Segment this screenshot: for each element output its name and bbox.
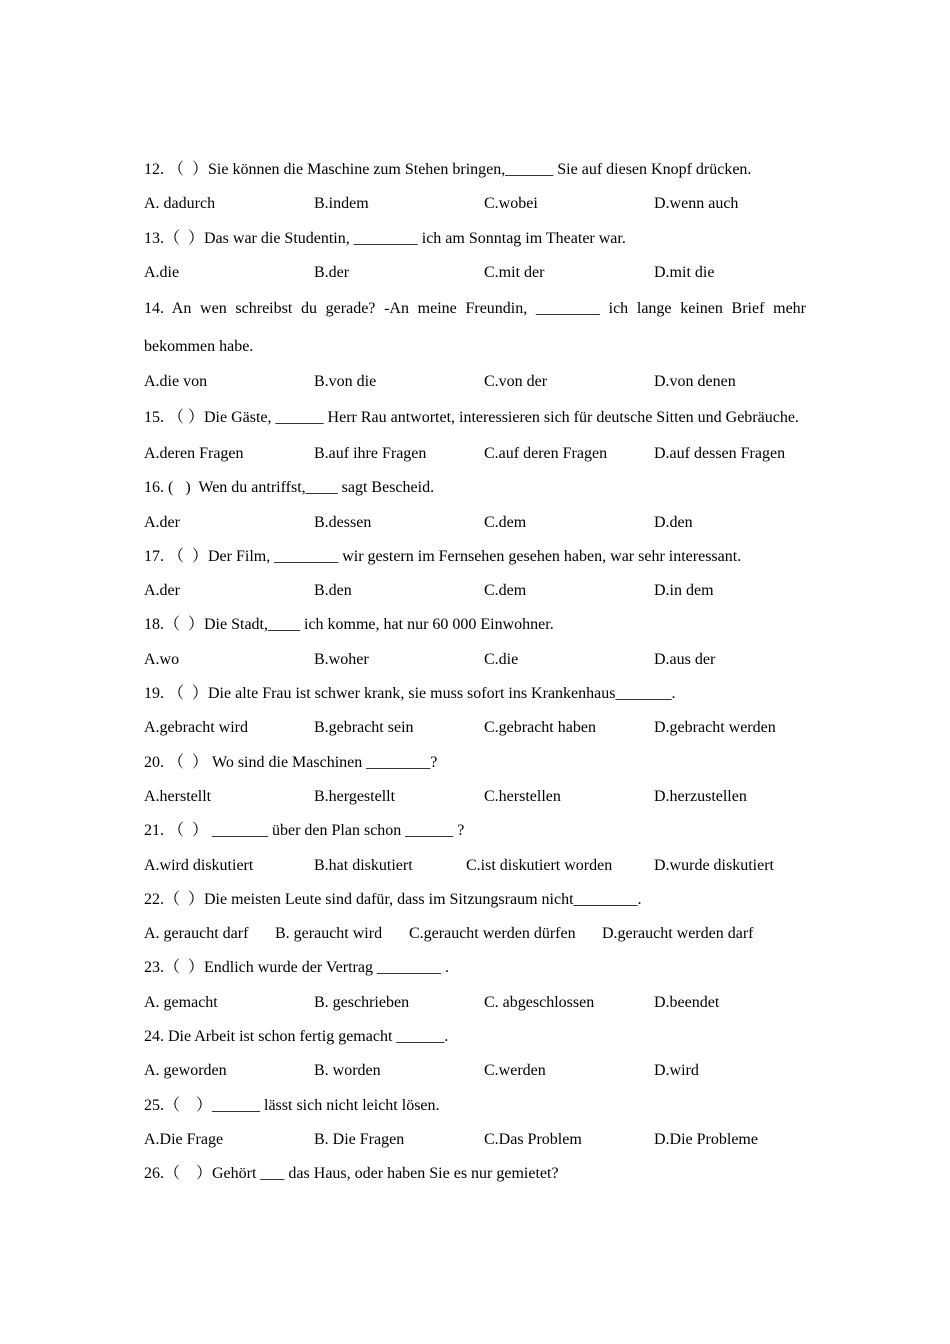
option-d: D.gebracht werden [654, 719, 776, 737]
question-stem: 19. （ ）Die alte Frau ist schwer krank, sie muss sofort ins Krankenhaus_______. [144, 685, 676, 703]
option-a: A. dadurch [144, 195, 216, 213]
option-c: C.von der [484, 373, 548, 391]
question-22 [144, 883, 806, 952]
question-25 [144, 1089, 806, 1158]
option-c: C.wobei [484, 195, 538, 213]
option-a: A.herstellt [144, 787, 212, 805]
answer-options [144, 574, 806, 608]
question-stem: 22.（ ）Die meisten Leute sind dafür, dass im Sitzungsraum nicht________. [144, 890, 642, 908]
option-b: B. geschrieben [314, 993, 410, 1011]
question-stem: 18.（ ）Die Stadt,____ ich komme, hat nur 60 000 Einwohner. [144, 616, 554, 634]
answer-options [144, 187, 806, 221]
question-14 [144, 290, 806, 399]
option-c: C.mit der [484, 263, 545, 281]
answer-options [144, 365, 806, 399]
question-stem: 12. （ ）Sie können die Maschine zum Stehen bringen,______ Sie auf diesen Knopf drücken. [144, 161, 752, 178]
question-15 [144, 399, 806, 471]
option-d: D.aus der [654, 650, 716, 668]
option-a: A.Die Frage [144, 1130, 224, 1148]
option-c: C.gebracht haben [484, 719, 596, 737]
option-b: B.hat diskutiert [314, 856, 413, 874]
option-d: D.in dem [654, 582, 714, 600]
option-b: B. geraucht wird [275, 925, 383, 943]
option-a: A.wo [144, 650, 180, 668]
question-16 [144, 471, 806, 540]
option-a: A. geraucht darf [144, 925, 249, 943]
question-list [144, 153, 806, 1192]
question-stem: 13.（ ）Das war die Studentin, ________ ich am Sonntag im Theater war. [144, 229, 626, 247]
option-d: D.beendet [654, 993, 720, 1011]
answer-options [144, 1054, 806, 1088]
question-stem: 15. （ ）Die Gäste, ______ Herr Rau antwortet, interessieren sich für deutsche Sitten und Gebräuche. [144, 409, 799, 427]
option-c: C.dem [484, 513, 527, 531]
option-a: A.der [144, 513, 180, 531]
option-b: B.indem [314, 195, 369, 213]
option-c: C.herstellen [484, 787, 561, 805]
option-a: A. gemacht [144, 993, 218, 1011]
answer-options [144, 437, 806, 471]
question-26 [144, 1157, 806, 1191]
option-d: D.wurde diskutiert [654, 856, 774, 874]
answer-options [144, 986, 806, 1020]
option-b: B.auf ihre Fragen [314, 444, 427, 462]
answer-options [144, 780, 806, 814]
question-stem: 17. （ ）Der Film, ________ wir gestern im Fernsehen gesehen haben, war sehr interessant. [144, 547, 742, 565]
option-d: D.Die Probleme [654, 1130, 758, 1148]
question-stem: 16. ( ) Wen du antriffst,____ sagt Bescheid. [144, 479, 435, 497]
option-d: D.den [654, 513, 693, 531]
option-c: C.werden [484, 1062, 546, 1080]
option-d: D.wird [654, 1062, 699, 1080]
option-a: A.wird diskutiert [144, 856, 254, 874]
question-13 [144, 222, 806, 291]
answer-options [144, 506, 806, 540]
answer-options [144, 917, 806, 951]
option-b: B.dessen [314, 513, 372, 531]
option-b: B. Die Fragen [314, 1130, 405, 1148]
question-stem: 20. （ ） Wo sind die Maschinen ________? [144, 753, 438, 771]
answer-options [144, 643, 806, 677]
option-d: D.wenn auch [654, 195, 739, 213]
question-24 [144, 1020, 806, 1089]
option-a: A.die von [144, 373, 208, 391]
question-stem: 21. （ ） _______ über den Plan schon ______ ? [144, 822, 465, 840]
question-stem: 24. Die Arbeit ist schon fertig gemacht ______. [144, 1028, 449, 1046]
question-20 [144, 746, 806, 815]
option-c: C.Das Problem [484, 1130, 582, 1148]
answer-options [144, 256, 806, 290]
option-a: A. geworden [144, 1062, 227, 1080]
question-17 [144, 540, 806, 609]
option-d: D.mit die [654, 263, 715, 281]
option-a: A.deren Fragen [144, 444, 244, 462]
question-stem: 26.（ ）Gehört ___ das Haus, oder haben Sie es nur gemietet? [144, 1165, 559, 1183]
answer-options [144, 711, 806, 745]
option-b: B.den [314, 582, 352, 600]
option-b: B.der [314, 263, 350, 281]
question-18 [144, 608, 806, 677]
answer-options [144, 849, 806, 883]
option-c: C.geraucht werden dürfen [409, 925, 576, 943]
option-c: C.auf deren Fragen [484, 444, 608, 462]
question-stem: 25.（ ）______ lässt sich nicht leicht lösen. [144, 1096, 440, 1114]
option-b: B.von die [314, 373, 377, 391]
option-a: A.gebracht wird [144, 719, 248, 737]
option-d: D.herzustellen [654, 787, 747, 805]
option-b: B. worden [314, 1062, 381, 1080]
option-d: D.von denen [654, 373, 736, 391]
option-d: D.geraucht werden darf [602, 925, 754, 943]
question-21 [144, 814, 806, 883]
option-c: C.die [484, 650, 519, 668]
question-23 [144, 951, 806, 1020]
option-a: A.der [144, 582, 180, 600]
option-b: B.woher [314, 650, 369, 668]
option-c: C. abgeschlossen [484, 993, 595, 1011]
option-c: C.dem [484, 582, 527, 600]
question-stem: 23.（ ）Endlich wurde der Vertrag ________ . [144, 959, 449, 977]
option-b: B.hergestellt [314, 787, 396, 805]
option-c: C.ist diskutiert worden [466, 856, 613, 874]
option-a: A.die [144, 263, 180, 281]
question-12 [144, 153, 806, 222]
option-b: B.gebracht sein [314, 719, 414, 737]
question-19 [144, 677, 806, 746]
question-stem: 14. An wen schreibst du gerade? -An meine Freundin, ________ ich lange keinen Brief mehr bekommen habe. [144, 300, 806, 355]
answer-options [144, 1123, 806, 1157]
option-d: D.auf dessen Fragen [654, 444, 786, 462]
